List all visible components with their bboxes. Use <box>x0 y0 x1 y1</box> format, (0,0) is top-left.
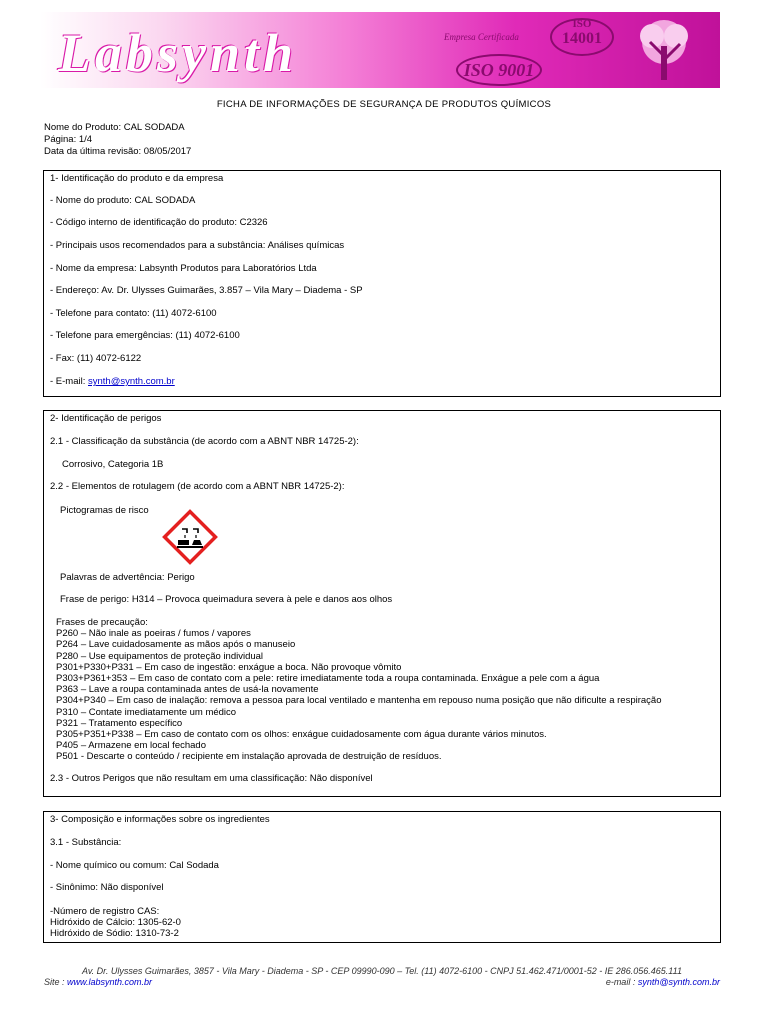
section-1-item: - Nome do produto: CAL SODADA <box>50 195 196 206</box>
classification-heading: 2.1 - Classificação da substância (de acordo com a ABNT NBR 14725-2): <box>50 436 359 447</box>
section-1-item: - Telefone para contato: (11) 4072-6100 <box>50 308 217 319</box>
hazard-phrase: Frase de perigo: H314 – Provoca queimadura severa à pele e danos aos olhos <box>60 594 393 605</box>
footer-email <box>606 977 720 987</box>
email-label: - E-mail: <box>50 376 88 387</box>
precaution-heading: Frases de precaução: <box>56 617 148 628</box>
footer-links <box>44 977 720 987</box>
precaution-item: P303+P361+353 – Em caso de contato com a pele: retire imediatamente toda a roupa contaminada. Enxágue a pele com a água <box>56 673 600 685</box>
revision-date-line: Data da última revisão: 08/05/2017 <box>44 146 192 157</box>
brand-logo: Labsynth <box>58 23 298 83</box>
precaution-item: P260 – Não inale as poeiras / fumos / vapores <box>56 628 251 640</box>
precaution-item: P405 – Armazene em local fechado <box>56 740 206 752</box>
cas-heading: -Número de registro CAS: <box>50 906 160 917</box>
section-2-box <box>43 410 721 797</box>
document-title: FICHA DE INFORMAÇÕES DE SEGURANÇA DE PRODUTOS QUÍMICOS <box>216 99 552 110</box>
footer-email-link[interactable]: synth@synth.com.br <box>637 977 720 987</box>
precaution-item: P264 – Lave cuidadosamente as mãos após o manuseio <box>56 639 296 651</box>
precaution-item: P304+P340 – Em caso de inalação: remova a pessoa para local ventilado e mantenha em repouso numa posição que não dificulte a respiração <box>56 695 662 707</box>
document-meta <box>44 122 191 158</box>
chemical-name: - Nome químico ou comum: Cal Sodada <box>50 860 219 871</box>
section-2-heading: 2- Identificação de perigos <box>50 413 162 424</box>
precaution-item: P301+P330+P331 – Em caso de ingestão: enxágue a boca. Não provoque vômito <box>56 661 402 673</box>
precaution-item: P305+P351+P338 – Em caso de contato com os olhos: enxágue cuidadosamente com água durante vários minutos. <box>56 729 547 741</box>
precaution-item: P321 – Tratamento específico <box>56 717 183 729</box>
section-1-box <box>43 170 721 397</box>
site-link[interactable]: www.labsynth.com.br <box>67 977 153 987</box>
certified-label: Empresa Certificada <box>444 32 519 42</box>
synonym: - Sinônimo: Não disponível <box>50 882 164 893</box>
other-hazards: 2.3 - Outros Perigos que não resultam em uma classificação: Não disponível <box>50 773 373 784</box>
signal-word: Palavras de advertência: Perigo <box>60 572 195 583</box>
footer-address: Av. Dr. Ulysses Guimarães, 3857 - Vila Mary - Diadema - SP - CEP 09990-090 – Tel. (11) 4072-6100 - CNPJ 51.462.471/0001-52 - IE 286.056.465.111 <box>82 966 682 976</box>
section-3-heading: 3- Composição e informações sobre os ingredientes <box>50 814 270 825</box>
section-1-item: - Fax: (11) 4072-6122 <box>50 353 142 364</box>
header-banner <box>40 12 720 88</box>
section-1-item: - Código interno de identificação do produto: C2326 <box>50 217 268 228</box>
iso9001-seal: ISO 9001 <box>456 54 542 86</box>
site-label: Site : <box>44 977 68 987</box>
substance-heading: 3.1 - Substância: <box>50 837 122 848</box>
email-link[interactable]: synth@synth.com.br <box>88 376 175 387</box>
section-1-heading: 1- Identificação do produto e da empresa <box>50 173 224 184</box>
precaution-item: P310 – Contate imediatamente um médico <box>56 706 237 718</box>
page-number-line: Página: 1/4 <box>44 134 93 145</box>
section-1-item: - Nome da empresa: Labsynth Produtos para Laboratórios Ltda <box>50 263 317 274</box>
cas-block <box>50 906 181 940</box>
section-3-box <box>43 811 721 943</box>
cas-item: Hidróxido de Cálcio: 1305-62-0 <box>50 917 181 929</box>
product-name-line: Nome do Produto: CAL SODADA <box>44 122 185 133</box>
precaution-item: P280 – Use equipamentos de proteção individual <box>56 650 264 662</box>
section-1-item: - Principais usos recomendados para a substância: Análises químicas <box>50 240 345 251</box>
iso14001-seal <box>550 18 614 56</box>
label-elements-heading: 2.2 - Elementos de rotulagem (de acordo com a ABNT NBR 14725-2): <box>50 481 345 492</box>
precaution-item: P501 - Descarte o conteúdo / recipiente em instalação aprovada de destruição de resíduos. <box>56 751 442 763</box>
tree-logo-icon <box>624 16 704 86</box>
section-1-item: - Telefone para emergências: (11) 4072-6100 <box>50 330 240 341</box>
email-line <box>50 376 175 387</box>
pictograms-label: Pictogramas de risco <box>60 505 149 516</box>
precautions-block <box>56 617 661 763</box>
precaution-item: P363 – Lave a roupa contaminada antes de usá-la novamente <box>56 684 319 696</box>
section-1-item: - Endereço: Av. Dr. Ulysses Guimarães, 3.857 – Vila Mary – Diadema - SP <box>50 285 363 296</box>
cas-item: Hidróxido de Sódio: 1310-73-2 <box>50 928 179 940</box>
footer-email-label: e-mail : <box>605 977 638 987</box>
classification-value: Corrosivo, Categoria 1B <box>62 459 164 470</box>
corrosion-pictogram-icon <box>162 509 218 565</box>
iso-label: ISO <box>572 18 592 30</box>
iso-number: 14001 <box>562 30 602 47</box>
